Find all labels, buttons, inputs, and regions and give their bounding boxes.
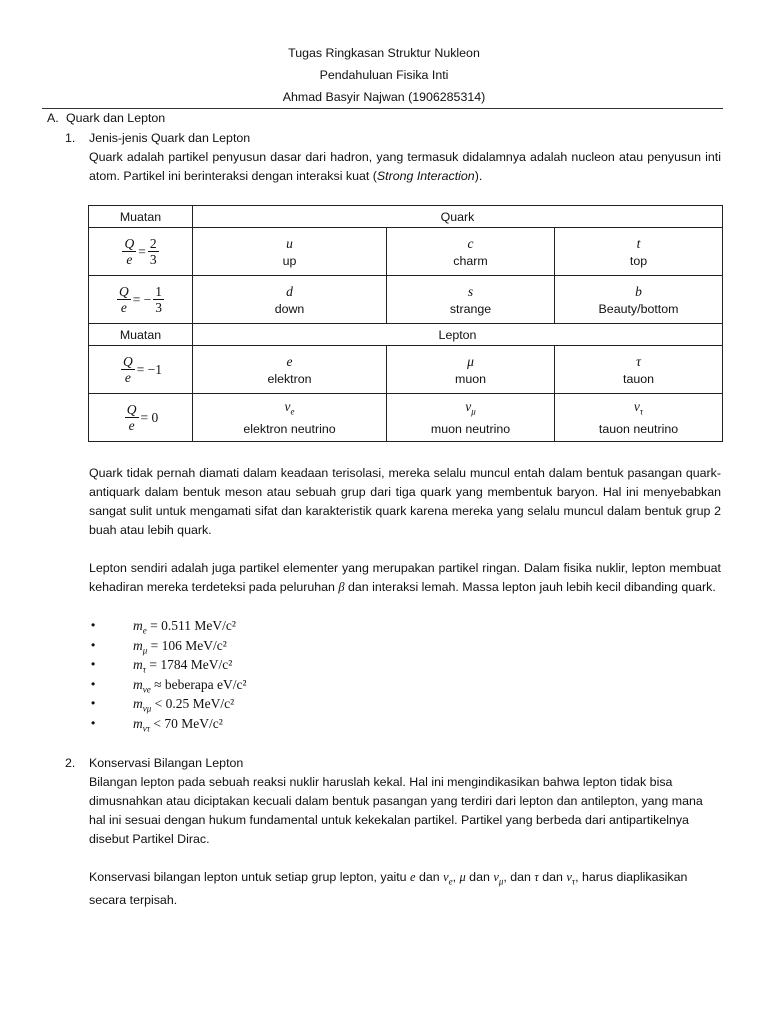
doc-subtitle: Pendahuluan Fisika Inti — [319, 68, 449, 82]
particle-cell: $\nu_\tau$ tauon neutrino — [555, 394, 723, 442]
sub1-number: 1. — [65, 131, 76, 145]
particle-cell: τ tauon — [555, 346, 723, 394]
particle-cell: s strange — [387, 276, 555, 324]
particle-cell: $\nu_e$ elektron neutrino — [193, 394, 387, 442]
section-a-title: Quark dan Lepton — [66, 111, 166, 125]
quark-lepton-table — [88, 205, 723, 442]
table-row — [89, 394, 723, 442]
list-item: • $m_\mu = 106$ MeV/c² — [91, 637, 227, 656]
beta-symbol: β — [338, 580, 345, 594]
lepton-mass-list — [91, 616, 247, 733]
charge-cell: $\frac{Q}{e}$ = − $\frac{1}{3}$ — [89, 276, 193, 324]
table-row — [89, 276, 723, 324]
quark-confinement-paragraph: Quark tidak pernah diamati dalam keadaan terisolasi, mereka selalu muncul entah dalam bentuk pasangan quark-antiquark dalam bentuk meson atau sebuah grup dari tiga quark yang membentuk baryon. Hal ini menyebabkan sangat sulit untuk mengamati sifat dan karakteristik quark karena mereka yang selalu muncul dalam bentuk grup 2 buah atau lebih quark. — [89, 466, 721, 537]
list-item: • $m_e = 0.511$ MeV/c² — [91, 618, 236, 636]
section-a-label: A. — [47, 111, 59, 125]
quark-intro-paragraph — [89, 148, 721, 186]
intro-text-a: Quark adalah partikel penyusun dasar dari hadron, yang termasuk didalamnya adalah nucleon atau penyusun inti atom. Partikel ini berinteraksi dengan interaksi kuat ( — [89, 150, 721, 183]
sub2-title: Konservasi Bilangan Lepton — [89, 756, 244, 770]
charge-cell: $\frac{Q}{e}$ = −1 — [89, 346, 193, 394]
sub2-number: 2. — [65, 756, 76, 770]
table-header-row — [89, 324, 723, 346]
particle-cell: u up — [193, 228, 387, 276]
charge-cell: $\frac{Q}{e}$ = $\frac{2}{3}$ — [89, 228, 193, 276]
particle-cell: b Beauty/bottom — [555, 276, 723, 324]
doc-author: Ahmad Basyir Najwan (1906285314) — [282, 90, 486, 104]
charge-cell: $\frac{Q}{e}$ = 0 — [89, 394, 193, 442]
particle-cell: t top — [555, 228, 723, 276]
header-rule — [42, 108, 723, 109]
list-item: • $m_{\nu e}$ ≈ beberapa eV/c² — [91, 676, 247, 695]
lepton-group-paragraph: Konservasi bilangan lepton untuk setiap grup lepton, yaitu e dan $\nu_e$, μ dan $\nu_\mu$, dan τ dan $\nu_\tau$, harus diaplikasikan secara terpisah. — [89, 870, 688, 908]
muatan-header: Muatan — [89, 206, 193, 228]
doc-title: Tugas Ringkasan Struktur Nukleon — [288, 46, 480, 60]
particle-cell: e elektron — [193, 346, 387, 394]
list-item: • $m_\tau = 1784$ MeV/c² — [91, 657, 233, 675]
quark-header: Quark — [193, 206, 723, 228]
particle-cell: c charm — [387, 228, 555, 276]
muatan-header: Muatan — [89, 324, 193, 346]
intro-text-b: ). — [474, 169, 483, 183]
particle-cell: μ muon — [387, 346, 555, 394]
table-header-row — [89, 206, 723, 228]
particle-cell: $\nu_\mu$ muon neutrino — [387, 394, 555, 442]
sub1-title: Jenis-jenis Quark dan Lepton — [89, 131, 251, 145]
list-item: • $m_{\nu\tau} < 70$ MeV/c² — [91, 715, 223, 734]
particle-cell: d down — [193, 276, 387, 324]
lepton-header: Lepton — [193, 324, 723, 346]
table-row — [89, 228, 723, 276]
lepton-conservation-paragraph: Bilangan lepton pada sebuah reaksi nuklir haruslah kekal. Hal ini mengindikasikan bahwa lepton tidak bisa dimusnahkan atau diciptakan kecuali dalam bentuk pasangan yang terdiri dari lepton dan antilepton, yang mana hal ini sesuai dengan hukum fundamental untuk kekekalan partikel. Partikel yang berbeda dari antipartikelnya disebut Partikel Dirac. — [89, 775, 703, 846]
table-row — [89, 346, 723, 394]
intro-emphasis: Strong Interaction — [376, 169, 475, 183]
lepton-paragraph: Lepton sendiri adalah juga partikel elementer yang merupakan partikel ringan. Dalam fisika nuklir, lepton membuat kehadiran mereka terdeteksi pada peluruhan β dan interaksi lemah. Massa lepton jauh lebih kecil dibanding quark. — [89, 561, 721, 594]
list-item: • $m_{\nu\mu} < 0.25$ MeV/c² — [91, 696, 235, 714]
